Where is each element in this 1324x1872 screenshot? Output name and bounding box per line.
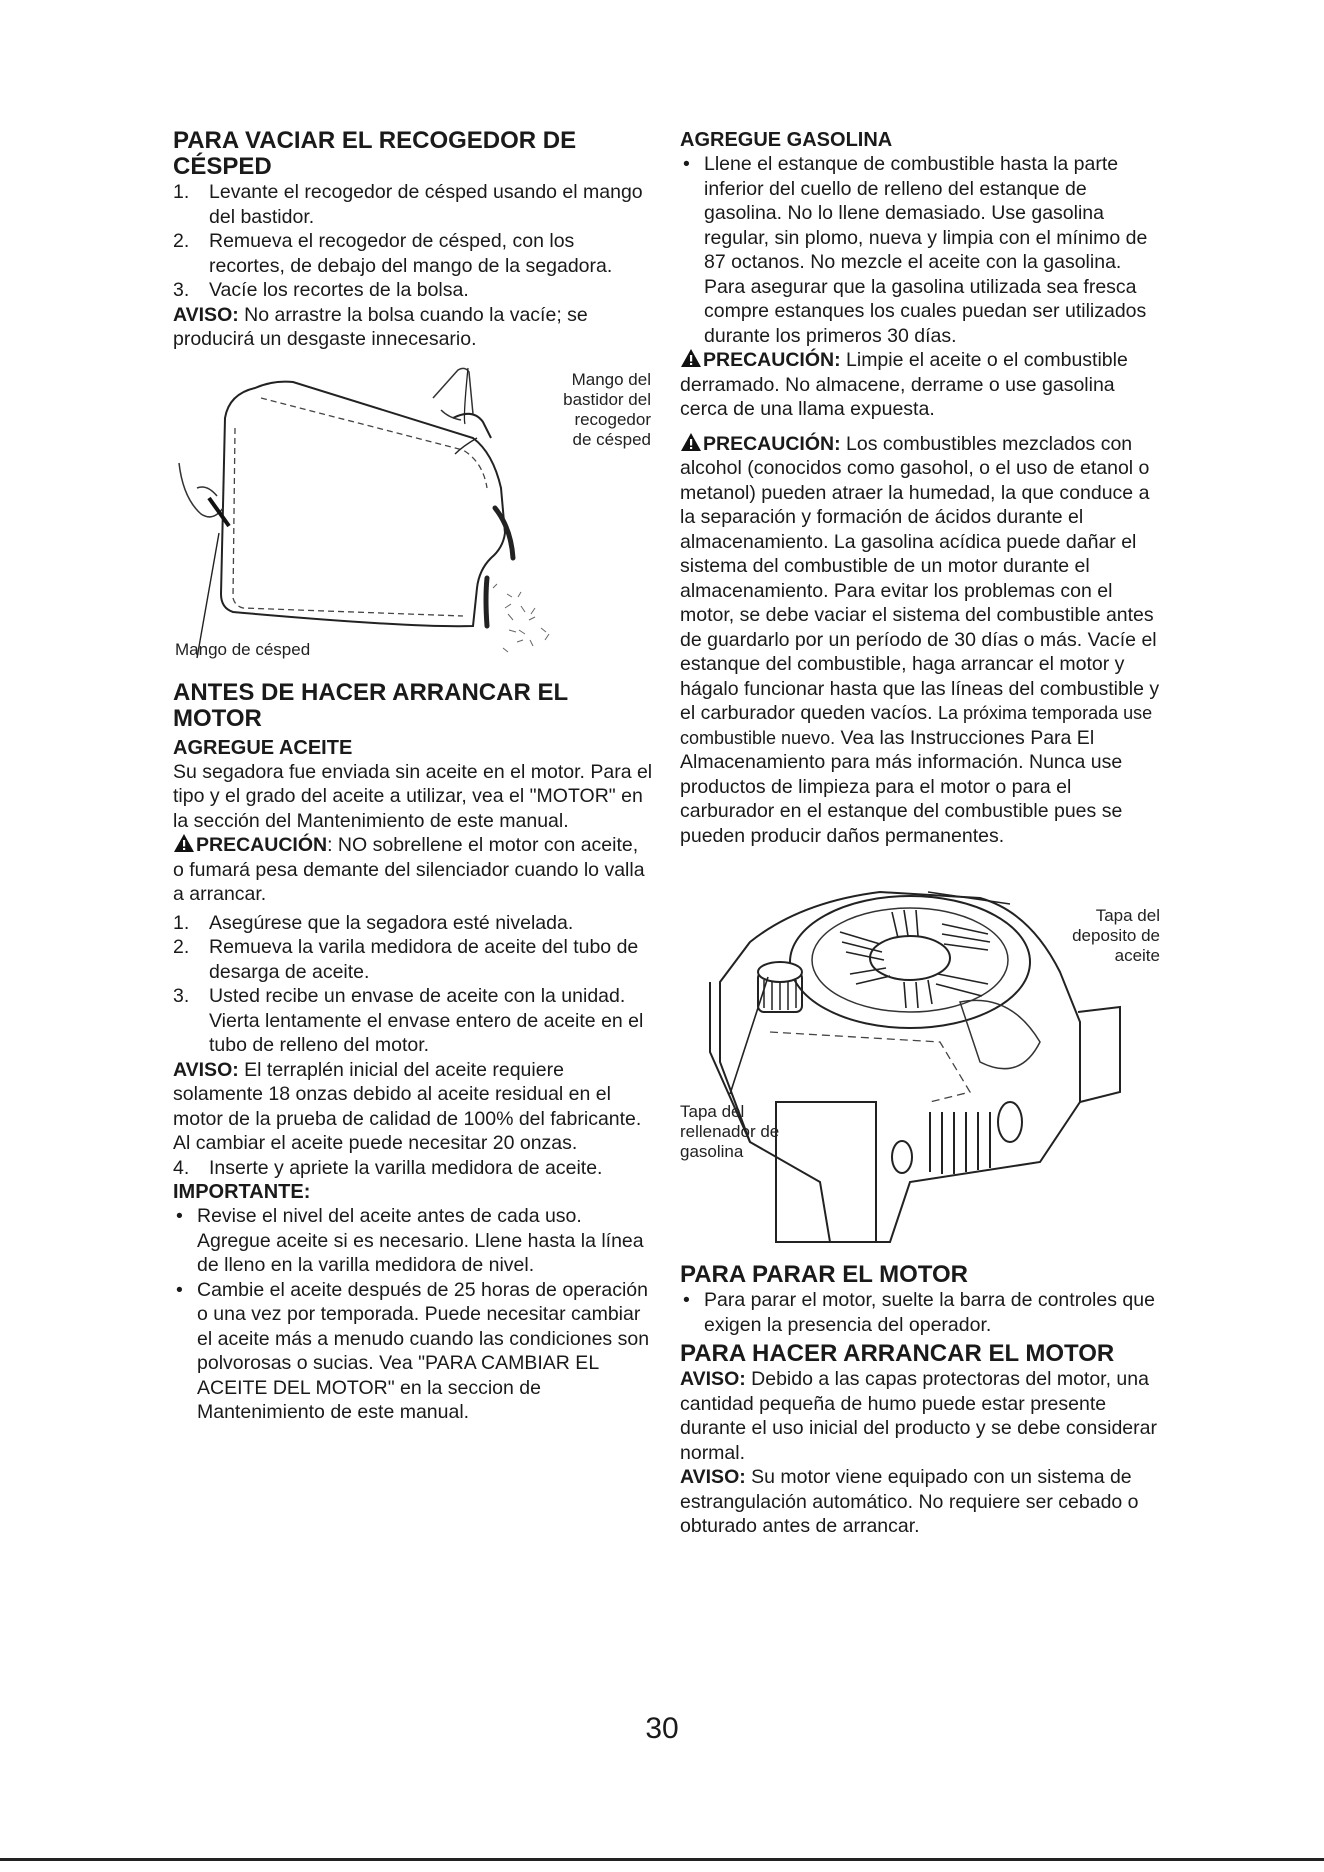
step-text: Levante el recogedor de césped usando el mango del bastidor. <box>209 181 643 228</box>
list-item <box>173 1156 653 1181</box>
notice-label: AVISO: <box>173 1058 239 1081</box>
list-item <box>173 278 653 303</box>
empty-bag-steps <box>173 180 653 303</box>
step-number: 2. <box>173 230 190 252</box>
bullet-dot: • <box>176 1278 183 1301</box>
step-number: 2. <box>173 936 190 958</box>
warning-triangle-icon <box>680 432 702 452</box>
list-item <box>173 1278 653 1425</box>
caution-label: PRECAUCIÓN: <box>703 432 841 455</box>
list-item <box>173 1204 653 1278</box>
section-title-stop-engine: PARA PARAR EL MOTOR <box>680 1261 969 1288</box>
callout-oil-cap: Tapa del deposito de aceite <box>1072 906 1160 965</box>
list-item <box>173 935 653 984</box>
caution-text: Limpie el aceite o el combustible derramado. No almacene, derrame o use gasolina cerca de una llama expuesta. <box>680 349 1128 420</box>
callout-frame-handle: Mango del bastidor del recogedor de césped <box>563 369 651 449</box>
step-text: Remueva el recogedor de césped, con los recortes, de debajo del mango de la segadora. <box>209 230 613 277</box>
callout-grass-handle: Mango de césped <box>175 639 311 659</box>
important-bullets <box>173 1204 653 1425</box>
page-number: 30 <box>645 1712 679 1745</box>
step-text: Asegúrese que la segadora esté nivelada. <box>209 911 574 934</box>
notice-text: Debido a las capas protectoras del motor, una cantidad pequeña de humo puede estar presente durante el uso inicial del producto y se debe considerar normal. <box>680 1368 1157 1464</box>
bottom-rule <box>0 1858 1324 1861</box>
caution-label: PRECAUCIÓN: <box>703 349 841 371</box>
warning-triangle-icon <box>173 833 195 853</box>
gas-caution-1 <box>680 348 1162 422</box>
section-title-start-engine: PARA HACER ARRANCAR EL MOTOR <box>680 1340 1115 1367</box>
notice-label: AVISO: <box>680 1466 746 1488</box>
caution-text: : NO sobrellene el motor con aceite, o fumará pesa demante del silenciador cuando lo valla a arrancar. <box>173 834 645 905</box>
add-oil-intro: Su segadora fue enviada sin aceite en el motor. Para el tipo y el grado del aceite a utilizar, vea el "MOTOR" en la sección del Mantenimiento de este manual. <box>173 760 653 832</box>
grass-catcher-figure <box>173 358 653 676</box>
engine-figure <box>680 862 1162 1262</box>
step-number: 1. <box>173 911 190 934</box>
caution-note: La próxima temporada use combustible nuevo. <box>680 703 1153 748</box>
list-item <box>173 180 653 229</box>
oil-caution <box>173 833 653 907</box>
step-text: Vacíe los recortes de la bolsa. <box>209 279 469 301</box>
empty-bag-notice <box>173 303 653 352</box>
oil-notice <box>173 1058 653 1156</box>
right-column <box>680 128 1162 1539</box>
caution-tail: Vea las Instrucciones Para El Almacenamiento para más información. Nunca use productos de limpieza para el motor o para el carburador en el estanque del combustible pues se pueden producir daños permanentes. <box>680 726 1123 847</box>
notice-label: AVISO: <box>173 303 239 326</box>
notice-text: No arrastre la bolsa cuando la vacíe; se producirá un desgaste innecesario. <box>173 303 588 350</box>
step-number: 3. <box>173 279 190 301</box>
caution-label: PRECAUCIÓN <box>196 834 328 856</box>
section-title-before-start: ANTES DE HACER ARRANCAR EL MOTOR <box>173 678 568 732</box>
bullet-text: Revise el nivel del aceite antes de cada uso. Agregue aceite si es necesario. Llene hasta la línea de lleno en la varilla medidora de nivel. <box>197 1205 644 1276</box>
left-column <box>173 128 653 1425</box>
subsection-title-add-gas: AGREGUE GASOLINA <box>680 129 893 151</box>
bullet-text: Para parar el motor, suelte la barra de controles que exigen la presencia del operador. <box>704 1289 1155 1336</box>
step-number: 4. <box>173 1156 190 1179</box>
gas-caution-2 <box>680 432 1162 849</box>
add-oil-steps <box>173 911 653 1058</box>
step-number: 1. <box>173 181 190 203</box>
bullet-text: Cambie el aceite después de 25 horas de operación o una vez por temporada. Puede necesitar cambiar el aceite más a menudo cuando las condiciones son polvorosas o sucias. Vea "PARA CAMBIAR EL ACEITE DEL MOTOR" en la seccion de Mantenimiento de este manual. <box>197 1278 650 1423</box>
notice-text: Su motor viene equipado con un sistema de estrangulación automático. No requiere ser cebado o obturado antes de arrancar. <box>680 1466 1139 1537</box>
callout-gas-cap: Tapa del rellenador de gasolina <box>680 1102 780 1161</box>
list-item <box>680 152 1162 348</box>
subsection-title-add-oil: AGREGUE ACEITE <box>173 736 353 759</box>
list-item <box>173 229 653 278</box>
notice-text: El terraplén inicial del aceite requiere solamente 18 onzas debido al aceite residual en el motor de la prueba de calidad de 100% del fabricante. Al cambiar el aceite puede necesitar 20 onzas. <box>173 1058 642 1154</box>
stop-engine-bullets <box>680 1288 1162 1337</box>
bullet-dot: • <box>176 1205 183 1227</box>
step-text: Remueva la varila medidora de aceite del tubo de desarga de aceite. <box>209 936 639 983</box>
add-gas-bullets <box>680 152 1162 348</box>
bullet-text: Llene el estanque de combustible hasta la parte inferior del cuello de relleno del estanque de gasolina. No lo llene demasiado. Use gasolina regular, sin plomo, nueva y limpia con el mínimo de 87 octanos. No mezcle el aceite con la gasolina. Para asegurar que la gasolina utilizada sea fresca compre estanques los cuales puedan ser utilizados durante los primeros 30 días. <box>704 153 1148 347</box>
notice-label: AVISO: <box>680 1368 746 1390</box>
start-notice-2 <box>680 1465 1162 1539</box>
step-number: 3. <box>173 985 190 1007</box>
list-item <box>173 911 653 936</box>
step-text: Usted recibe un envase de aceite con la unidad. Vierta lentamente el envase entero de aceite en el tubo de relleno del motor. <box>209 985 644 1056</box>
list-item <box>173 984 653 1058</box>
add-oil-steps-continued <box>173 1156 653 1181</box>
warning-triangle-icon <box>680 348 702 368</box>
section-title-empty-bag: PARA VACIAR EL RECOGEDOR DE CÉSPED <box>173 127 577 180</box>
list-item <box>680 1288 1162 1337</box>
start-notice-1 <box>680 1367 1162 1465</box>
important-heading: IMPORTANTE: <box>173 1181 311 1203</box>
bullet-dot: • <box>683 1289 690 1311</box>
bullet-dot: • <box>683 153 690 175</box>
step-text: Inserte y apriete la varilla medidora de aceite. <box>209 1156 603 1179</box>
caution-text: Los combustibles mezclados con alcohol (conocidos como gasohol, o el uso de etanol o metanol) pueden atraer la humedad, la que conduce a la separación y formación de ácidos durante el almacenamiento. La gasolina acídica puede dañar el sistema del combustible de un motor durante el almacenamiento. Para evitar los problemas con el motor, se debe vaciar el sistema del combustible antes de guardarlo por un período de 30 días o más. Vacíe el estanque del combustible, haga arrancar el motor y hágalo funcionar hasta que las líneas del combustible y el carburador queden vacíos. <box>680 432 1160 724</box>
